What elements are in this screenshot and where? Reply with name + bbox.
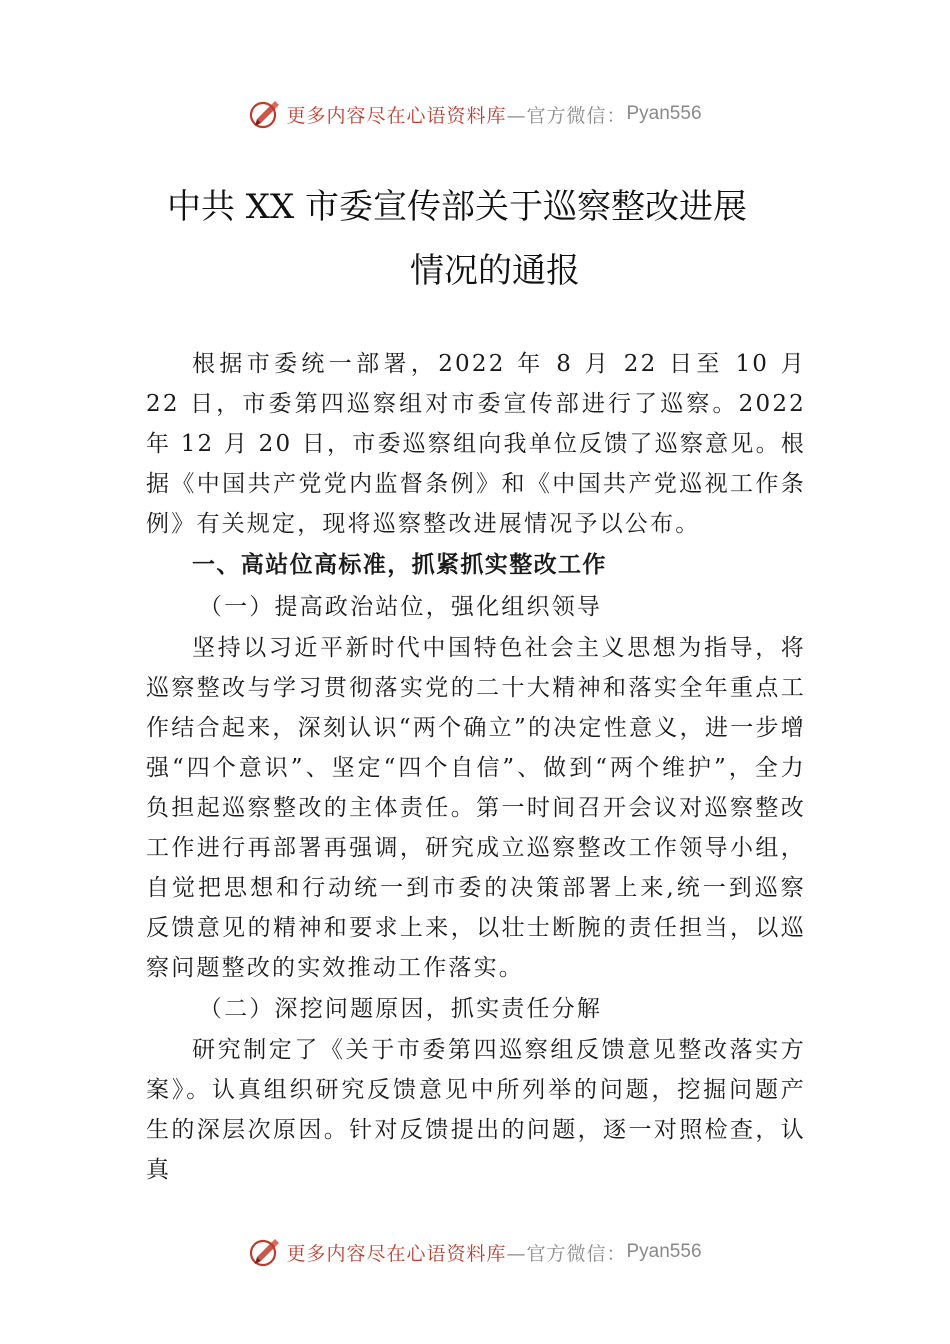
watermark-separator: —官方微信： — [506, 104, 627, 127]
intro-paragraph: 根据市委统一部署，2022 年 8 月 22 日至 10 月 22 日，市委第四巡察组对市委宣传部进行了巡察。2022 年 12 月 20 日，市委巡察组向我单位反馈了巡察意见。根据《中国共产党党内监督条例》和《中国共产党巡视工作条例》有关规定，现将巡察整改进展情况予以公布。 — [146, 351, 806, 537]
document-body — [146, 344, 806, 1190]
watermark-wechat-id: Pyan556 — [626, 103, 702, 124]
document-title-line1: 中共 XX 市委宣传部关于巡察整改进展 — [166, 187, 748, 227]
subsection-heading-2: （二）深挖问题原因，抓实责任分解 — [198, 996, 603, 1022]
footer-watermark — [0, 1232, 950, 1272]
section-heading-1: 一、高站位高标准，抓紧抓实整改工作 — [192, 552, 607, 578]
subsection-1-paragraph: 坚持以习近平新时代中国特色社会主义思想为指导，将巡察整改与学习贯彻落实党的二十大精神和落实全年重点工作结合起来，深刻认识“两个确立”的决定性意义，进一步增强“四个意识”、坚定“四个自信”、做到“两个维护”，全力负担起巡察整改的主体责任。第一时间召开会议对巡察整改工作进行再部署再强调，研究成立巡察整改工作领导小组，自觉把思想和行动统一到市委的决策部署上来,统一到巡察反馈意见的精神和要求上来，以壮士断腕的责任担当，以巡察问题整改的实效推动工作落实。 — [146, 635, 806, 981]
watermark-brand: 更多内容尽在心语资料库 — [286, 104, 507, 127]
watermark-separator: —官方微信： — [506, 1242, 627, 1265]
document-title-line2: 情况的通报 — [410, 251, 580, 291]
watermark-brand: 更多内容尽在心语资料库 — [286, 1242, 507, 1265]
header-watermark — [0, 94, 950, 134]
pen-circle-logo-icon — [248, 97, 282, 131]
subsection-heading-1: （一）提高政治站位，强化组织领导 — [198, 594, 603, 620]
pen-circle-logo-icon — [248, 1235, 282, 1269]
subsection-2-paragraph: 研究制定了《关于市委第四巡察组反馈意见整改落实方案》。认真组织研究反馈意见中所列举的问题，挖掘问题产生的深层次原因。针对反馈提出的问题，逐一对照检查，认真 — [146, 1037, 806, 1183]
watermark-wechat-id: Pyan556 — [626, 1241, 702, 1262]
